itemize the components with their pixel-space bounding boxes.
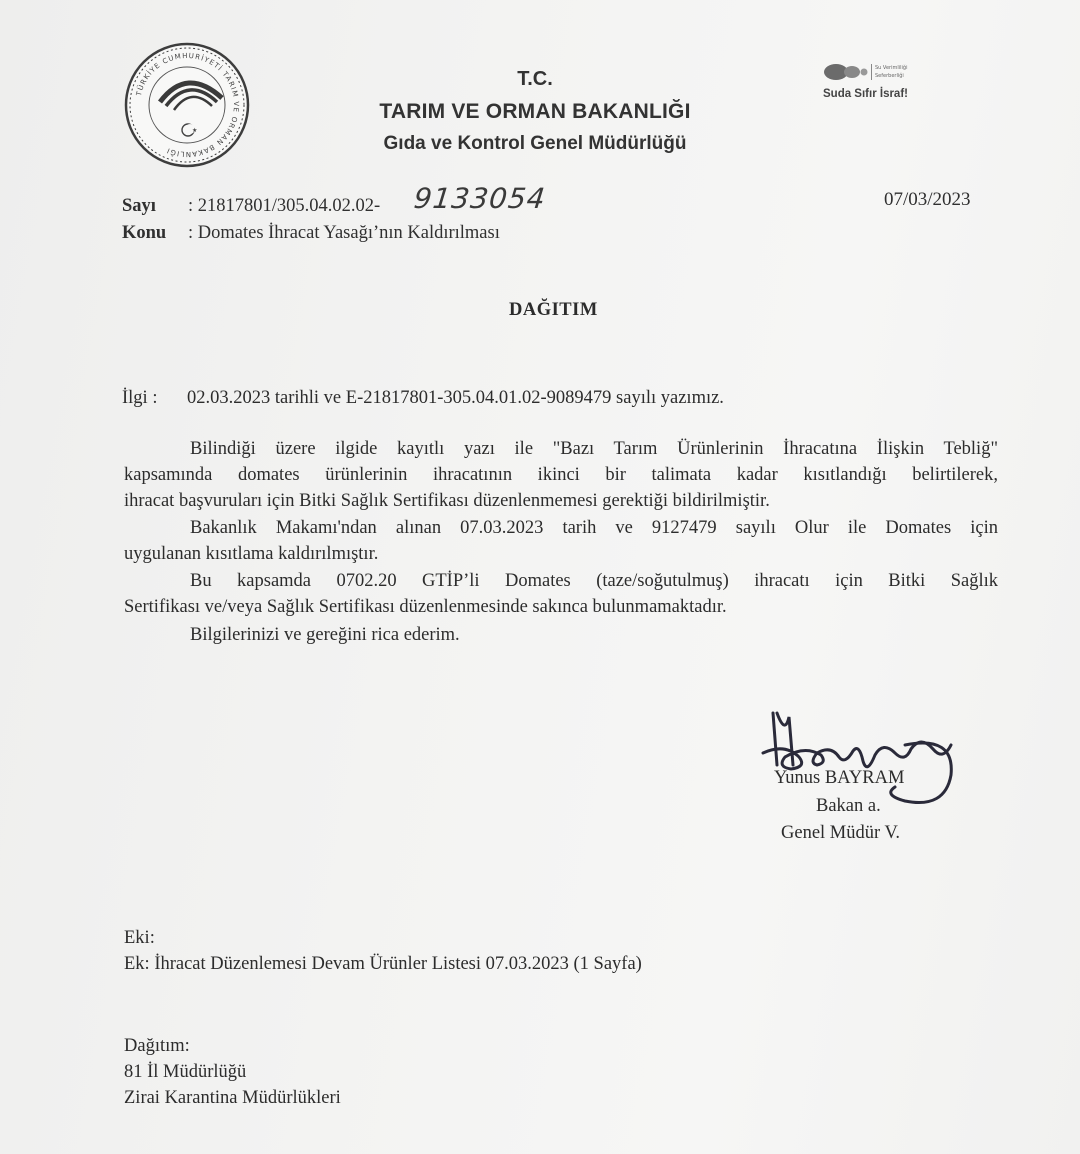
distribution-item: 81 İl Müdürlüğü <box>124 1062 247 1082</box>
svg-text:★: ★ <box>192 128 198 134</box>
subject-text: : Domates İhracat Yasağı’nın Kaldırılması <box>188 223 500 243</box>
distribution-item: Zirai Karantina Müdürlükleri <box>124 1088 341 1108</box>
svg-text:Seferberliği: Seferberliği <box>875 73 904 79</box>
ministry-name: TARIM VE ORMAN BAKANLIĞI <box>379 100 691 123</box>
header-tc: T.C. <box>517 68 553 90</box>
body-line: Bilindiği üzere ilgide kayıtlı yazı ile "Bazı Tarım Ürünlerinin İhracatına İlişkin Tebliğ" <box>190 439 998 459</box>
body-line: Bakanlık Makamı'ndan alınan 07.03.2023 tarih ve 9127479 sayılı Olur ile Domates için <box>190 518 998 538</box>
reference-text: 02.03.2023 tarihli ve E-21817801-305.04.01.02-9089479 sayılı yazımız. <box>187 388 724 408</box>
subject-label: Konu <box>122 223 167 243</box>
signatory-title-line1: Bakan a. <box>816 796 881 816</box>
distribution-heading: DAĞITIM <box>509 300 598 320</box>
signatory-name: Yunus BAYRAM <box>774 768 905 788</box>
body-line: Bu kapsamda 0702.20 GTİP’li Domates (taze/soğutulmuş) ihracatı için Bitki Sağlık <box>190 571 998 591</box>
body-line: Bilgilerinizi ve gereğini rica ederim. <box>190 625 460 645</box>
attachments-label: Eki: <box>124 928 155 948</box>
svg-text:TÜRKİYE CUMHURİYETİ TARIM VE O: TÜRKİYE CUMHURİYETİ TARIM VE ORMAN BAKANLIĞI <box>134 51 241 159</box>
reference-label: İlgi : <box>122 388 158 408</box>
ministry-seal-logo <box>122 40 252 170</box>
distribution-label: Dağıtım: <box>124 1036 190 1056</box>
reference-number-label: Sayı <box>122 196 156 216</box>
directorate-name: Gıda ve Kontrol Genel Müdürlüğü <box>383 133 687 154</box>
body-line: ihracat başvuruları için Bitki Sağlık Sertifikası düzenlenmemesi gerektiği bildirilmiştir. <box>124 491 770 511</box>
document-date: 07/03/2023 <box>884 189 971 210</box>
water-campaign-logo <box>822 58 932 88</box>
handwritten-document-number: 9133054 <box>412 182 548 215</box>
svg-text:Su Verimliliği: Su Verimliliği <box>875 65 908 71</box>
signatory-title-line2: Genel Müdür V. <box>781 823 901 843</box>
body-line: kapsamında domates ürünlerinin ihracatının ikinci bir talimata kadar kısıtlandığı belirtilerek, <box>124 465 998 485</box>
body-line: Sertifikası ve/veya Sağlık Sertifikası düzenlenmesinde sakınca bulunmamaktadır. <box>124 597 727 617</box>
attachment-item: Ek: İhracat Düzenlemesi Devam Ürünler Listesi 07.03.2023 (1 Sayfa) <box>124 954 642 974</box>
reference-number: : 21817801/305.04.02.02- <box>188 196 381 216</box>
water-campaign-slogan: Suda Sıfır İsraf! <box>823 88 908 100</box>
body-line: uygulanan kısıtlama kaldırılmıştır. <box>124 544 379 564</box>
